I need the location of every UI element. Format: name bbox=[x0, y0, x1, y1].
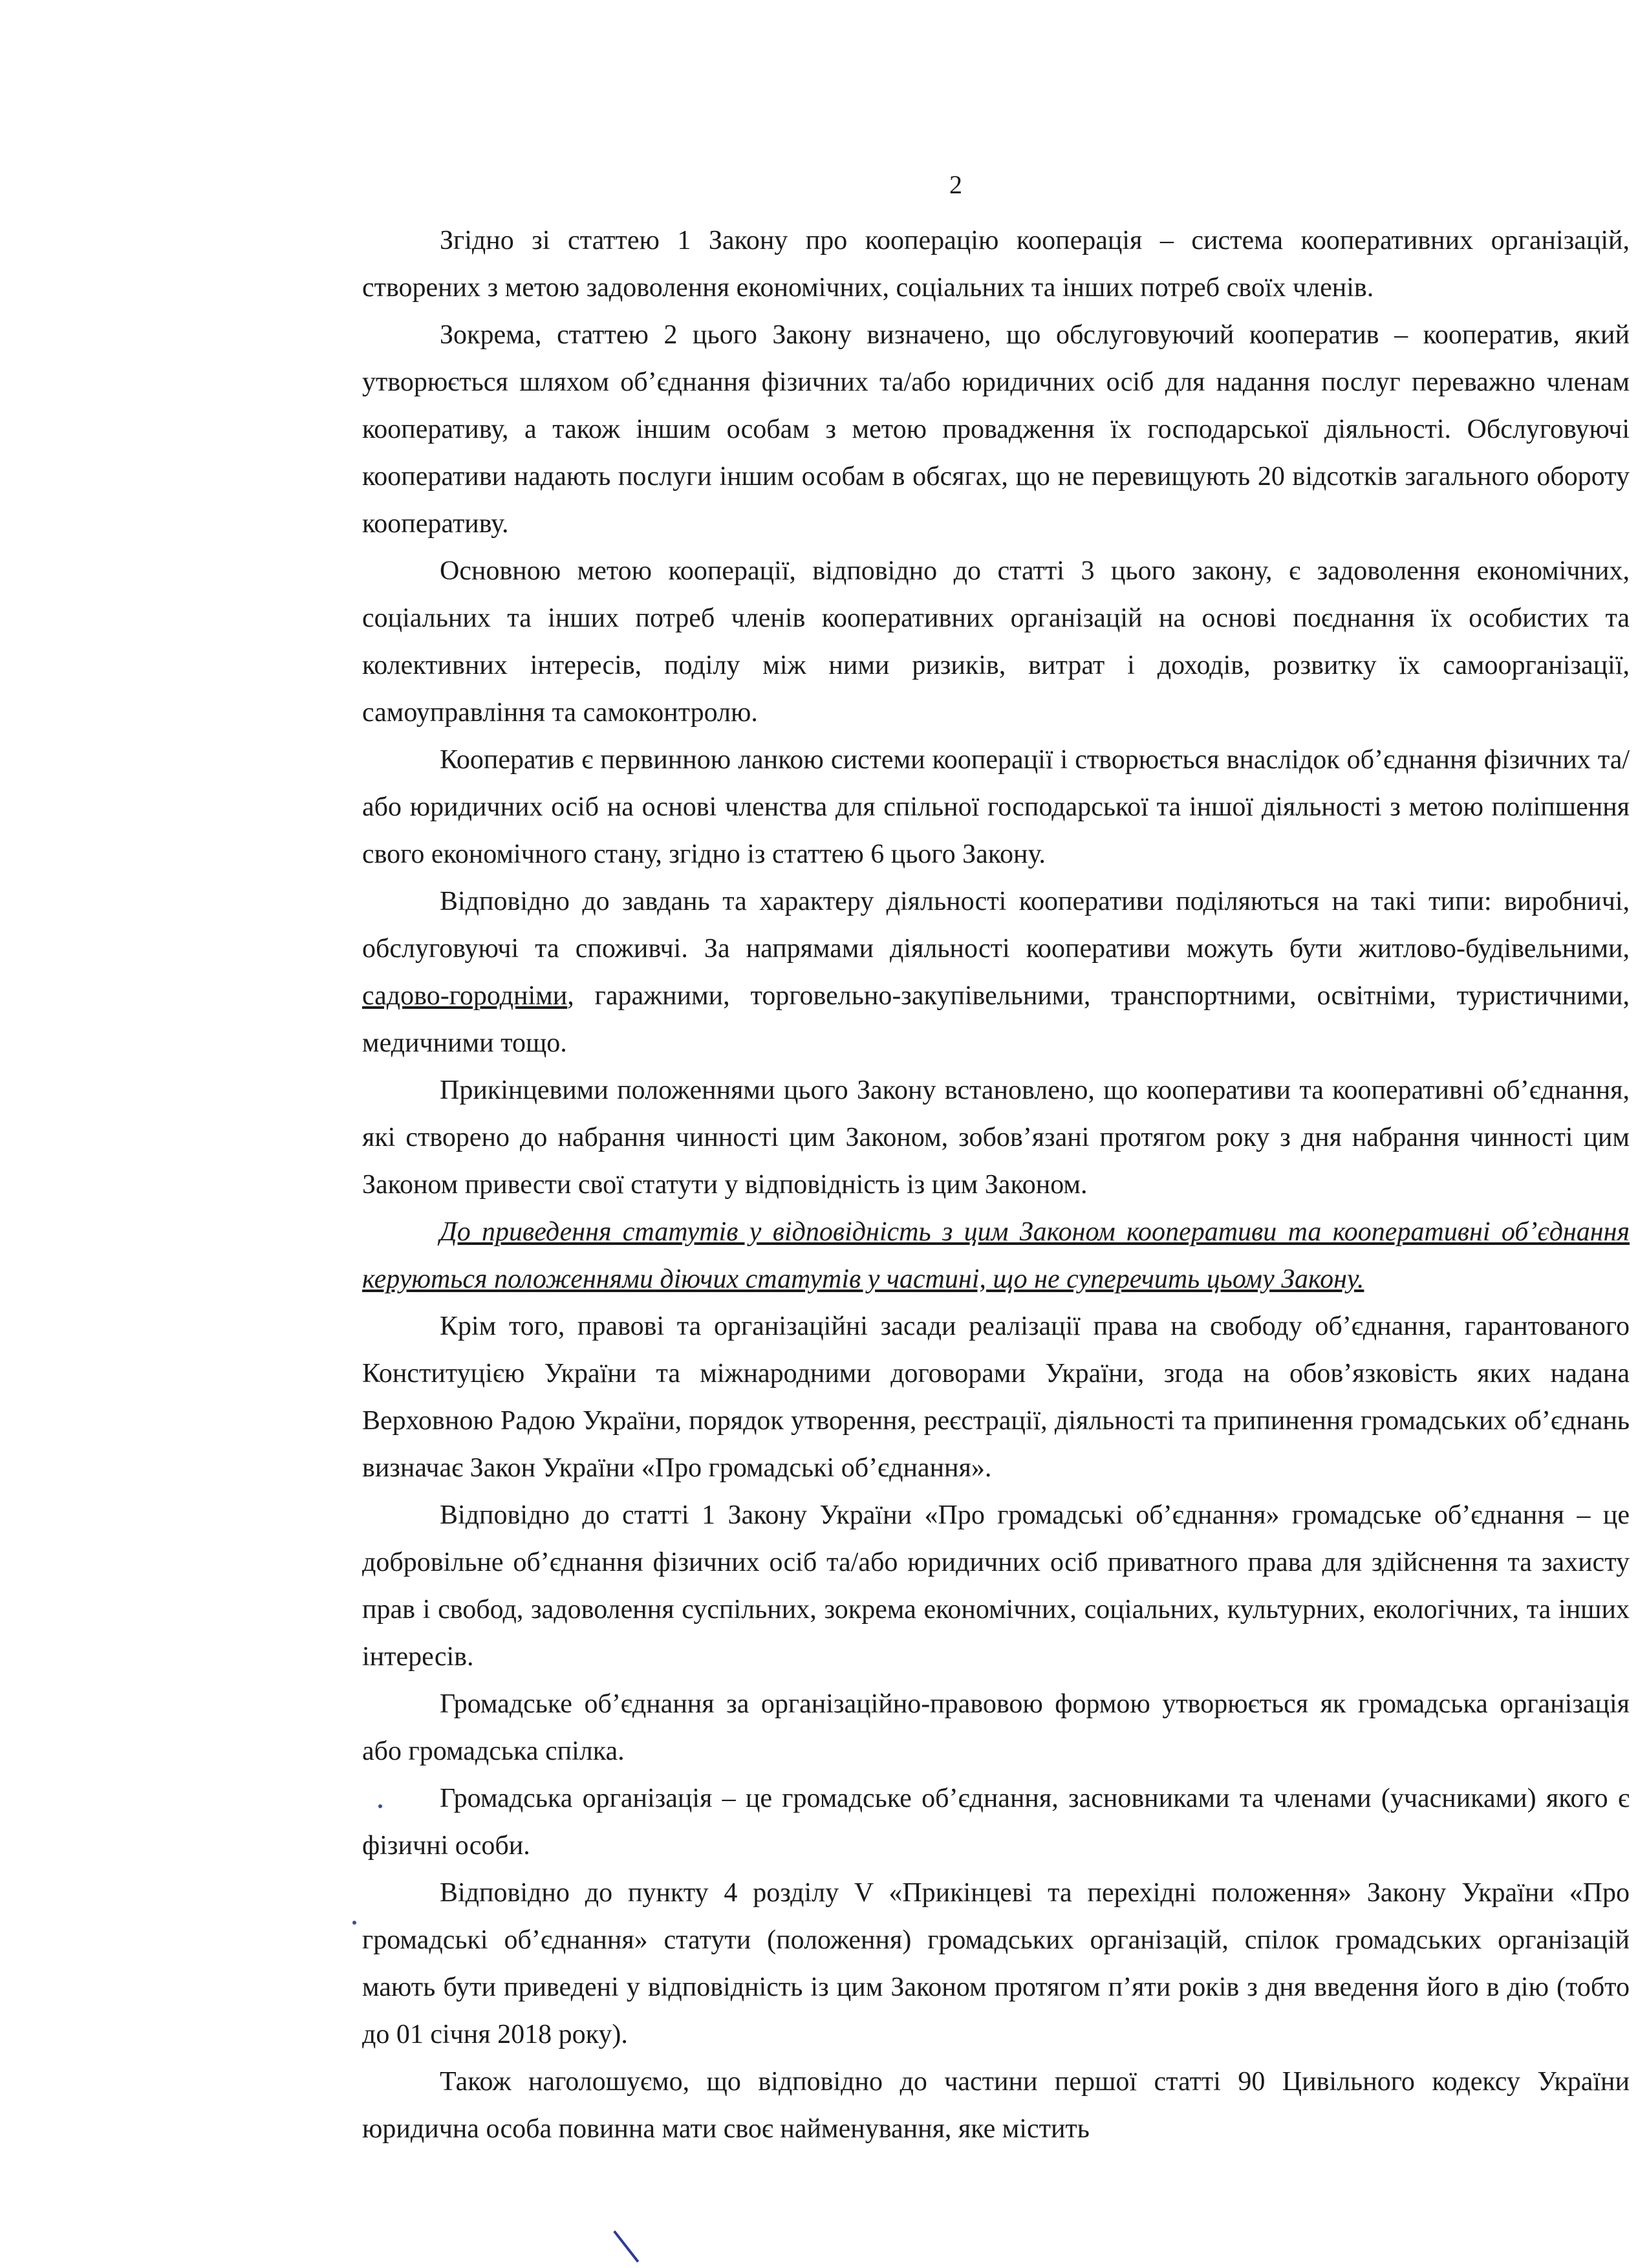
paragraph-service-cooperative: Зокрема, статтею 2 цього Закону визначено, що обслуговуючий кооператив – кооператив, який утворюється шляхом об’єднання фізичних та/або юридичних осіб для надання послуг переважно членам кооперативу, а також іншим особам з метою провадження їх господарської діяльності. Обслуговуючі кооперативи надають послуги іншим особам в обсягах, що не перевищують 20 відсотків загального обороту кооперативу. bbox=[362, 320, 1630, 539]
paragraph-cooperative-types bbox=[362, 878, 1630, 1067]
paragraph-organizational-form: Громадське об’єднання за організаційно-правовою формою утворюється як громадська організація або громадська спілка. bbox=[362, 1689, 1630, 1766]
paragraph-cooperative-definition: Кооператив є первинною ланкою системи кооперації і створюється внаслідок об’єднання фізичних та/або юридичних осіб на основі членства для спільної господарської та іншої діяльності з метою поліпшення свого економічного стану, згідно із статтею 6 цього Закону. bbox=[362, 745, 1630, 869]
garden-cooperative-underlined: садово-городніми bbox=[362, 981, 568, 1011]
page-number: 2 bbox=[949, 170, 962, 199]
paragraph-public-association-definition: Відповідно до статті 1 Закону України «Про громадські об’єднання» громадське об’єднання – це добровільне об’єднання фізичних осіб та/або юридичних осіб приватного права для здійснення та захисту прав і свобод, задоволення суспільних, зокрема економічних, соціальних, культурних, екологічних, та інших інтересів. bbox=[362, 1500, 1630, 1672]
ink-dot bbox=[352, 1921, 356, 1925]
ink-dot bbox=[378, 1804, 382, 1808]
paragraph-final-provisions: Прикінцевими положеннями цього Закону встановлено, що кооперативи та кооперативні об’єднання, які створено до набрання чинності цим Законом, зобов’язані протягом року з дня набрання чинності цим Законом привести свої статути у відповідність із цим Законом. bbox=[362, 1075, 1630, 1200]
document-body bbox=[362, 217, 1630, 2153]
paragraph-public-organization: Громадська організація – це громадське об’єднання, засновниками та членами (учасниками) якого є фізичні особи. bbox=[362, 1784, 1630, 1861]
paragraph-cooperation-goal: Основною метою кооперації, відповідно до статті 3 цього закону, є задоволення економічних, соціальних та інших потреб членів кооперативних організацій на основі поєднання їх особистих та колективних інтересів, поділу між ними ризиків, витрат і доходів, розвитку їх самоорганізації, самоуправління та самоконтролю. bbox=[362, 556, 1630, 728]
pen-mark bbox=[613, 2225, 645, 2262]
paragraph-highlighted-quote: До приведення статутів у відповідність з цим Законом кооперативи та кооперативні об’єднання керуються положеннями діючих статутів у частині, що не суперечить цьому Закону. bbox=[362, 1217, 1630, 1294]
types-text-before: Відповідно до завдань та характеру діяльності кооперативи поділяються на такі типи: виробничі, обслуговуючі та споживчі. За напрямами діяльності кооперативи можуть бути житлово-будівельними, bbox=[362, 887, 1630, 964]
paragraph-public-associations-law: Крім того, правові та організаційні засади реалізації права на свободу об’єднання, гарантованого Конституцією України та міжнародними договорами України, згода на обов’язковість яких надана Верховною Радою України, порядок утворення, реєстрації, діяльності та припинення громадських об’єднань визначає Закон України «Про громадські об’єднання». bbox=[362, 1312, 1630, 1483]
types-text-after: , гаражними, торговельно-закупівельними, транспортними, освітніми, туристичними, медичними тощо. bbox=[362, 981, 1630, 1058]
paragraph-transitional-provisions: Відповідно до пункту 4 розділу V «Прикінцеві та перехідні положення» Закону України «Про громадські об’єднання» статути (положення) громадських організацій, спілок громадських організацій мають бути приведені у відповідність із цим Законом протягом п’яти років з дня введення його в дію (тобто до 01 січня 2018 року). bbox=[362, 1878, 1630, 2049]
paragraph-civil-code: Також наголошуємо, що відповідно до частини першої статті 90 Цивільного кодексу України юридична особа повинна мати своє найменування, яке містить bbox=[362, 2067, 1630, 2144]
paragraph-cooperation-definition: Згідно зі статтею 1 Закону про кооперацію кооперація – система кооперативних організацій, створених з метою задоволення економічних, соціальних та інших потреб своїх членів. bbox=[362, 226, 1630, 303]
